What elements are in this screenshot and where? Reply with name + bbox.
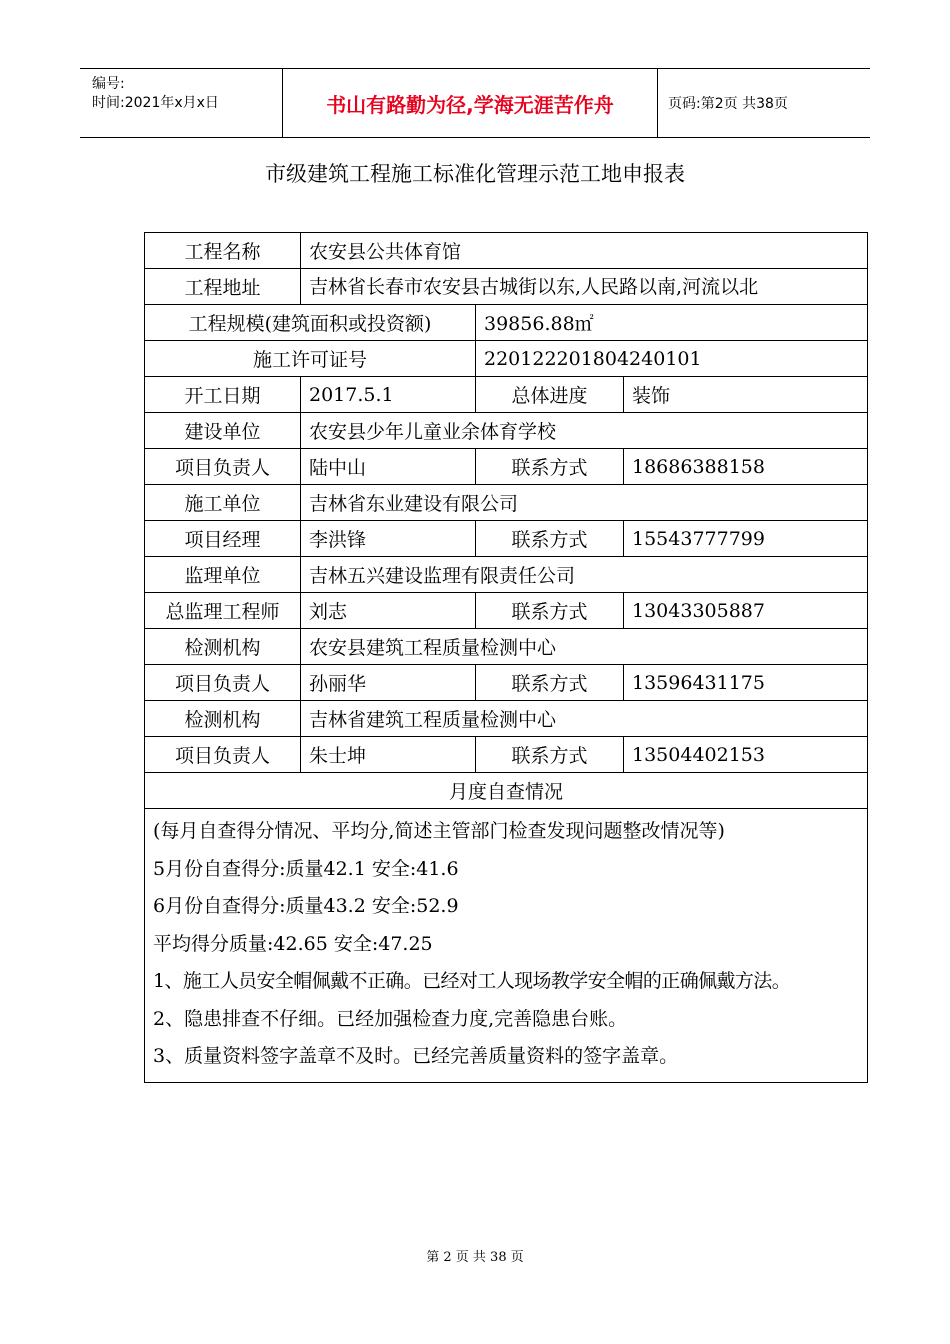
header-meta (80, 69, 282, 137)
address-value: 吉林省长春市农安县古城街以东,人民路以南,河流以北 (301, 269, 868, 305)
scale-label: 工程规模(建筑面积或投资额) (145, 305, 476, 341)
table-row (145, 233, 868, 269)
row-value: 朱士坤 (301, 737, 476, 773)
row-label: 监理单位 (145, 557, 301, 593)
monthly-line: 平均得分质量:42.65 安全:47.25 (153, 932, 433, 955)
row-label: 建设单位 (145, 413, 301, 449)
row-label: 项目负责人 (145, 449, 301, 485)
row-label: 项目负责人 (145, 665, 301, 701)
table-row (145, 593, 868, 629)
row-value: 孙丽华 (301, 665, 476, 701)
table-row (145, 485, 868, 521)
page-header (80, 68, 870, 138)
scale-value: 39856.88㎡ (476, 305, 868, 341)
row-value: 吉林五兴建设监理有限责任公司 (301, 557, 868, 593)
table-row (145, 629, 868, 665)
project-name-label: 工程名称 (145, 233, 301, 269)
row-label: 施工单位 (145, 485, 301, 521)
row-label: 检测机构 (145, 701, 301, 737)
start-date-label: 开工日期 (145, 377, 301, 413)
document-number: 编号: (92, 76, 125, 92)
application-form-table (144, 232, 868, 1083)
contact-phone: 18686388158 (624, 449, 868, 485)
table-row (145, 521, 868, 557)
progress-value: 装饰 (624, 377, 868, 413)
table-row (145, 269, 868, 305)
monthly-line: 1、施工人员安全帽佩戴不正确。已经对工人现场教学安全帽的正确佩戴方法。 (153, 970, 791, 992)
contact-phone: 13596431175 (624, 665, 868, 701)
contact-label: 联系方式 (476, 449, 624, 485)
page-footer: 第 2 页 共 38 页 (426, 1250, 524, 1265)
table-row (145, 737, 868, 773)
table-row (145, 665, 868, 701)
document-title: 市级建筑工程施工标准化管理示范工地申报表 (265, 162, 685, 186)
contact-label: 联系方式 (476, 737, 624, 773)
monthly-content (145, 809, 868, 1083)
table-row (145, 341, 868, 377)
monthly-line: 5月份自查得分:质量42.1 安全:41.6 (153, 857, 459, 880)
monthly-heading: 月度自查情况 (145, 773, 868, 809)
row-value: 刘志 (301, 593, 476, 629)
start-date-value: 2017.5.1 (301, 377, 476, 413)
row-value: 李洪锋 (301, 521, 476, 557)
table-row (145, 449, 868, 485)
row-value: 吉林省建筑工程质量检测中心 (301, 701, 868, 737)
table-row (145, 557, 868, 593)
row-label: 检测机构 (145, 629, 301, 665)
monthly-line: 2、隐患排查不仔细。已经加强检查力度,完善隐患台账。 (153, 1007, 628, 1030)
contact-phone: 13504402153 (624, 737, 868, 773)
row-label: 总监理工程师 (145, 593, 301, 629)
contact-phone: 15543777799 (624, 521, 868, 557)
contact-label: 联系方式 (476, 665, 624, 701)
monthly-line: 3、质量资料签字盖章不及时。已经完善质量资料的签字盖章。 (153, 1045, 679, 1067)
row-value: 吉林省东业建设有限公司 (301, 485, 868, 521)
header-page-info: 页码:第2页 共38页 (668, 96, 788, 112)
permit-value: 220122201804240101 (476, 341, 868, 377)
table-row (145, 377, 868, 413)
table-row (145, 809, 868, 1083)
document-time: 时间:2021年x月x日 (92, 95, 219, 111)
contact-label: 联系方式 (476, 593, 624, 629)
project-name-value: 农安县公共体育馆 (301, 233, 868, 269)
table-row (145, 773, 868, 809)
contact-phone: 13043305887 (624, 593, 868, 629)
table-row (145, 413, 868, 449)
table-row (145, 701, 868, 737)
monthly-line: 6月份自查得分:质量43.2 安全:52.9 (153, 895, 459, 917)
row-label: 项目经理 (145, 521, 301, 557)
row-value: 农安县少年儿童业余体育学校 (301, 413, 868, 449)
address-label: 工程地址 (145, 269, 301, 305)
row-value: 陆中山 (301, 449, 476, 485)
row-value: 农安县建筑工程质量检测中心 (301, 629, 868, 665)
progress-label: 总体进度 (476, 377, 624, 413)
monthly-line: (每月自查得分情况、平均分,简述主管部门检查发现问题整改情况等) (153, 820, 725, 842)
permit-label: 施工许可证号 (145, 341, 476, 377)
row-label: 项目负责人 (145, 737, 301, 773)
contact-label: 联系方式 (476, 521, 624, 557)
table-row (145, 305, 868, 341)
header-slogan: 书山有路勤为径,学海无涯苦作舟 (282, 69, 658, 137)
